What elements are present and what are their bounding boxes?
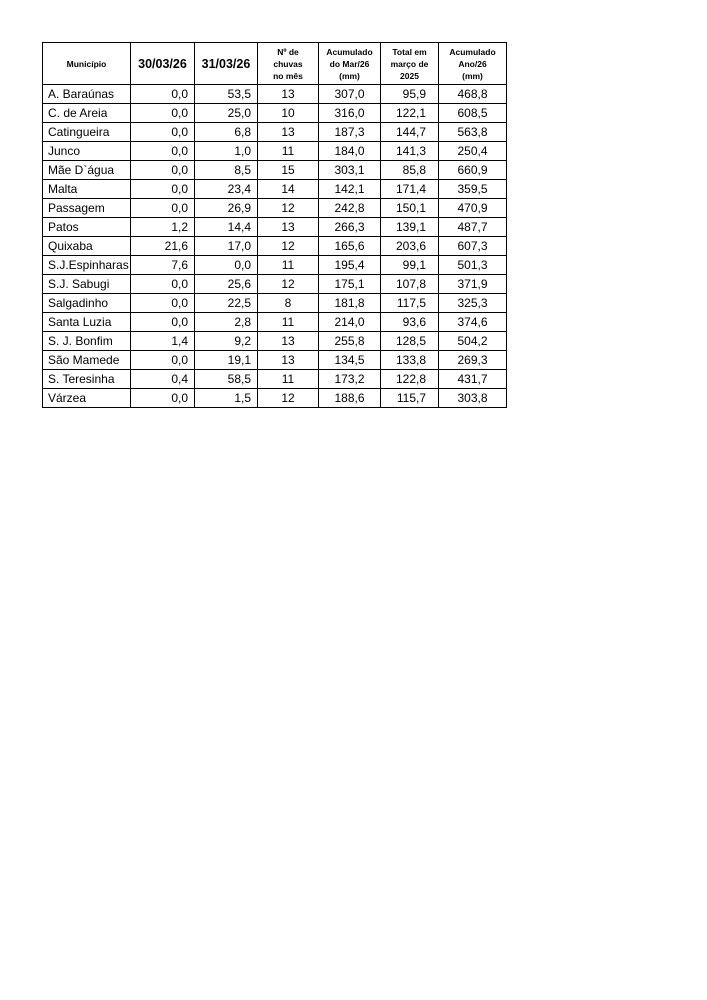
cell-chuvas: 13 [258, 332, 319, 351]
cell-acumulado-ano: 371,9 [439, 275, 507, 294]
cell-municipio: Junco [43, 142, 131, 161]
cell-acumulado-mes: 307,0 [319, 85, 381, 104]
cell-day-1: 0,0 [131, 294, 195, 313]
cell-municipio: Santa Luzia [43, 313, 131, 332]
cell-acumulado-ano: 374,6 [439, 313, 507, 332]
cell-total-2025: 133,8 [381, 351, 439, 370]
cell-acumulado-mes: 214,0 [319, 313, 381, 332]
cell-day-1: 0,0 [131, 275, 195, 294]
cell-chuvas: 13 [258, 123, 319, 142]
table-row [43, 104, 507, 123]
cell-total-2025: 203,6 [381, 237, 439, 256]
table-row [43, 161, 507, 180]
cell-acumulado-mes: 316,0 [319, 104, 381, 123]
cell-day-2: 8,5 [195, 161, 258, 180]
header-municipio: Município [43, 43, 131, 85]
cell-acumulado-ano: 250,4 [439, 142, 507, 161]
cell-day-1: 0,0 [131, 313, 195, 332]
cell-chuvas: 11 [258, 313, 319, 332]
table-header-row [43, 43, 507, 85]
cell-total-2025: 122,8 [381, 370, 439, 389]
table-row [43, 85, 507, 104]
cell-municipio: Salgadinho [43, 294, 131, 313]
cell-acumulado-ano: 563,8 [439, 123, 507, 142]
table-row [43, 218, 507, 237]
header-total-2025-line: março de [390, 58, 429, 69]
cell-chuvas: 12 [258, 389, 319, 408]
header-acumulado-ano [439, 43, 507, 85]
header-chuvas-line: chuvas [273, 58, 303, 69]
cell-chuvas: 15 [258, 161, 319, 180]
cell-municipio: Patos [43, 218, 131, 237]
cell-day-2: 25,0 [195, 104, 258, 123]
cell-municipio: S. Teresinha [43, 370, 131, 389]
cell-municipio: S. J. Bonfim [43, 332, 131, 351]
table-row [43, 123, 507, 142]
cell-day-1: 0,0 [131, 389, 195, 408]
cell-day-2: 1,5 [195, 389, 258, 408]
cell-day-2: 53,5 [195, 85, 258, 104]
cell-acumulado-mes: 255,8 [319, 332, 381, 351]
header-chuvas-line: Nº de [277, 46, 299, 57]
cell-acumulado-mes: 188,6 [319, 389, 381, 408]
table-row [43, 142, 507, 161]
cell-acumulado-ano: 325,3 [439, 294, 507, 313]
cell-municipio: Passagem [43, 199, 131, 218]
cell-acumulado-mes: 195,4 [319, 256, 381, 275]
cell-total-2025: 150,1 [381, 199, 439, 218]
cell-municipio: Mãe D`água [43, 161, 131, 180]
cell-chuvas: 12 [258, 199, 319, 218]
cell-acumulado-mes: 173,2 [319, 370, 381, 389]
cell-chuvas: 14 [258, 180, 319, 199]
cell-day-2: 17,0 [195, 237, 258, 256]
cell-day-1: 0,0 [131, 161, 195, 180]
cell-total-2025: 122,1 [381, 104, 439, 123]
cell-acumulado-mes: 165,6 [319, 237, 381, 256]
header-acumulado-ano-line: Acumulado [449, 46, 496, 57]
cell-chuvas: 8 [258, 294, 319, 313]
table-row [43, 237, 507, 256]
cell-acumulado-ano: 431,7 [439, 370, 507, 389]
cell-total-2025: 95,9 [381, 85, 439, 104]
cell-acumulado-ano: 468,8 [439, 85, 507, 104]
table-row [43, 389, 507, 408]
table-row [43, 313, 507, 332]
header-acumulado-mes-line: (mm) [339, 70, 360, 81]
cell-day-2: 58,5 [195, 370, 258, 389]
cell-chuvas: 11 [258, 370, 319, 389]
cell-day-2: 26,9 [195, 199, 258, 218]
cell-acumulado-ano: 607,3 [439, 237, 507, 256]
cell-acumulado-mes: 242,8 [319, 199, 381, 218]
cell-total-2025: 85,8 [381, 161, 439, 180]
cell-municipio: C. de Areia [43, 104, 131, 123]
cell-acumulado-mes: 134,5 [319, 351, 381, 370]
cell-day-2: 14,4 [195, 218, 258, 237]
cell-day-2: 25,6 [195, 275, 258, 294]
cell-total-2025: 144,7 [381, 123, 439, 142]
cell-day-2: 2,8 [195, 313, 258, 332]
cell-chuvas: 13 [258, 351, 319, 370]
cell-chuvas: 10 [258, 104, 319, 123]
cell-day-1: 21,6 [131, 237, 195, 256]
cell-day-2: 6,8 [195, 123, 258, 142]
cell-day-2: 19,1 [195, 351, 258, 370]
cell-municipio: A. Baraúnas [43, 85, 131, 104]
cell-acumulado-ano: 501,3 [439, 256, 507, 275]
cell-acumulado-mes: 181,8 [319, 294, 381, 313]
cell-total-2025: 117,5 [381, 294, 439, 313]
table-body [43, 85, 507, 408]
cell-municipio: Malta [43, 180, 131, 199]
cell-day-1: 0,4 [131, 370, 195, 389]
cell-total-2025: 93,6 [381, 313, 439, 332]
cell-total-2025: 128,5 [381, 332, 439, 351]
header-acumulado-ano-line: Ano/26 [458, 58, 487, 69]
header-total-2025 [381, 43, 439, 85]
cell-acumulado-mes: 184,0 [319, 142, 381, 161]
cell-day-1: 0,0 [131, 199, 195, 218]
cell-municipio: Quixaba [43, 237, 131, 256]
cell-acumulado-mes: 303,1 [319, 161, 381, 180]
header-total-2025-line: Total em [392, 46, 427, 57]
cell-acumulado-ano: 608,5 [439, 104, 507, 123]
cell-total-2025: 171,4 [381, 180, 439, 199]
cell-acumulado-mes: 266,3 [319, 218, 381, 237]
header-chuvas [258, 43, 319, 85]
header-acumulado-mes [319, 43, 381, 85]
table-row [43, 275, 507, 294]
header-acumulado-mes-line: Acumulado [326, 46, 373, 57]
rainfall-table-container [42, 42, 507, 408]
cell-day-1: 1,2 [131, 218, 195, 237]
cell-chuvas: 11 [258, 256, 319, 275]
table-row [43, 351, 507, 370]
table-row [43, 199, 507, 218]
cell-acumulado-mes: 187,3 [319, 123, 381, 142]
cell-day-1: 0,0 [131, 351, 195, 370]
header-day-1: 30/03/26 [131, 43, 195, 85]
table-row [43, 332, 507, 351]
header-acumulado-ano-line: (mm) [462, 70, 483, 81]
cell-chuvas: 13 [258, 218, 319, 237]
cell-day-1: 7,6 [131, 256, 195, 275]
cell-municipio: São Mamede [43, 351, 131, 370]
cell-acumulado-ano: 660,9 [439, 161, 507, 180]
cell-day-1: 1,4 [131, 332, 195, 351]
table-row [43, 370, 507, 389]
header-total-2025-line: 2025 [400, 70, 419, 81]
cell-total-2025: 139,1 [381, 218, 439, 237]
cell-day-2: 9,2 [195, 332, 258, 351]
cell-acumulado-ano: 269,3 [439, 351, 507, 370]
rainfall-table [42, 42, 507, 408]
cell-chuvas: 12 [258, 275, 319, 294]
cell-day-2: 1,0 [195, 142, 258, 161]
cell-total-2025: 99,1 [381, 256, 439, 275]
cell-acumulado-mes: 142,1 [319, 180, 381, 199]
table-row [43, 256, 507, 275]
cell-chuvas: 11 [258, 142, 319, 161]
cell-acumulado-mes: 175,1 [319, 275, 381, 294]
cell-day-2: 23,4 [195, 180, 258, 199]
cell-total-2025: 141,3 [381, 142, 439, 161]
cell-acumulado-ano: 470,9 [439, 199, 507, 218]
cell-chuvas: 12 [258, 237, 319, 256]
header-chuvas-line: no mês [273, 70, 303, 81]
cell-municipio: S.J. Sabugi [43, 275, 131, 294]
cell-acumulado-ano: 487,7 [439, 218, 507, 237]
cell-day-1: 0,0 [131, 123, 195, 142]
cell-day-2: 22,5 [195, 294, 258, 313]
cell-municipio: Catingueira [43, 123, 131, 142]
cell-total-2025: 107,8 [381, 275, 439, 294]
cell-chuvas: 13 [258, 85, 319, 104]
table-row [43, 180, 507, 199]
header-day-2: 31/03/26 [195, 43, 258, 85]
cell-acumulado-ano: 303,8 [439, 389, 507, 408]
cell-day-1: 0,0 [131, 180, 195, 199]
cell-municipio: S.J.Espinharas [43, 256, 131, 275]
cell-municipio: Várzea [43, 389, 131, 408]
cell-day-2: 0,0 [195, 256, 258, 275]
table-row [43, 294, 507, 313]
cell-day-1: 0,0 [131, 85, 195, 104]
cell-day-1: 0,0 [131, 104, 195, 123]
cell-total-2025: 115,7 [381, 389, 439, 408]
header-acumulado-mes-line: do Mar/26 [329, 58, 370, 69]
cell-acumulado-ano: 504,2 [439, 332, 507, 351]
cell-day-1: 0,0 [131, 142, 195, 161]
cell-acumulado-ano: 359,5 [439, 180, 507, 199]
